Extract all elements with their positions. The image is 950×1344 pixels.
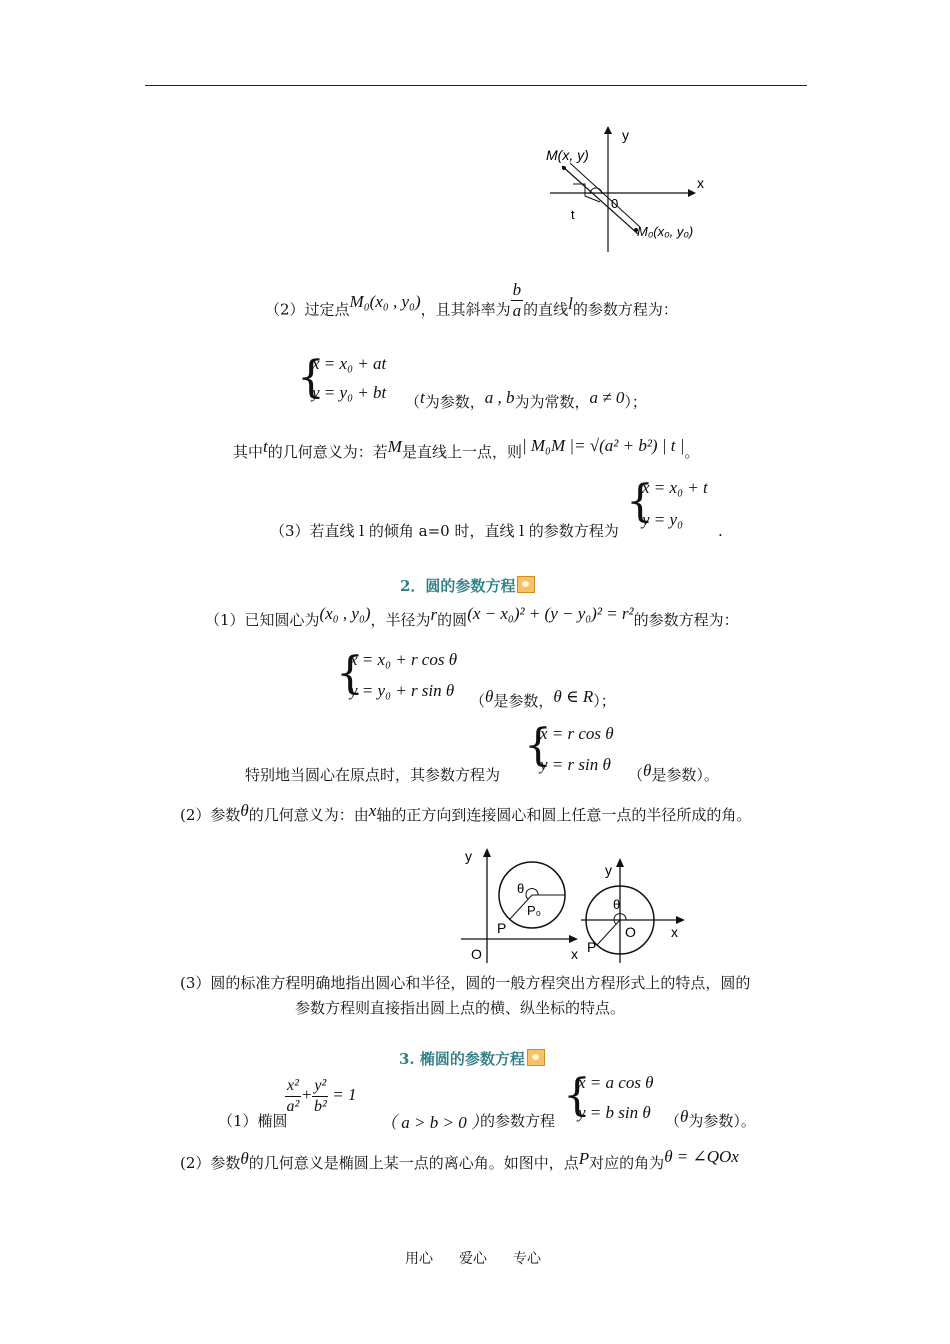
line-item3-eq1: x = x₀ + t	[642, 478, 708, 497]
line-item2-prefix: （2）过定点	[265, 300, 350, 319]
fig1-m0-label: M₀(x₀, y₀)	[637, 224, 694, 239]
ellipse-equation	[285, 1076, 357, 1117]
circle-eq2: y = y₀ + r sin θ	[350, 681, 455, 700]
line-item3-brace: {	[626, 476, 654, 527]
ellipse-item2-prefix: (2）参数	[180, 1154, 241, 1172]
line-system-brace: {	[297, 352, 325, 403]
line-eq-note	[405, 388, 647, 412]
circle-item3-line2: 参数方程则直接指出圆上点的横、纵坐标的特点。	[295, 999, 626, 1017]
circle-note-cond: θ ∈ R	[553, 687, 594, 706]
circle-special: 特别地当圆心在原点时，其参数方程为	[245, 766, 501, 784]
circle-item2-mid: 的几何意义为：由	[248, 806, 369, 824]
line-note-cond: a ≠ 0	[589, 388, 625, 407]
footer-yongxin: 用心	[405, 1251, 433, 1267]
line-note-open: （	[405, 393, 421, 411]
circle-item1-mid2: 的圆	[437, 611, 468, 629]
slope-numerator: b	[512, 280, 522, 299]
fig1-x-label: x	[697, 175, 704, 191]
ellipse-note-text: 为参数）。	[688, 1112, 756, 1130]
ellipse-note	[665, 1107, 756, 1131]
circle-item1-suffix: 的参数方程为：	[633, 611, 739, 629]
line-item3: （3）若直线 l 的倾角 a=0 时，直线 l 的参数方程为	[270, 522, 619, 540]
ellipse-item2-theta: θ	[240, 1149, 249, 1168]
circle-special-brace: {	[524, 720, 552, 771]
circle-note-param: 是参数，	[493, 692, 554, 710]
circle-diagram	[457, 843, 697, 965]
circle-item1-prefix: （1）已知圆心为	[205, 611, 320, 629]
t-meaning-prefix: 其中	[233, 443, 264, 461]
fig1-origin-label: 0	[611, 196, 619, 211]
line-item2	[265, 280, 678, 331]
line-note-t: t	[420, 388, 425, 407]
circle-note-open: （	[470, 692, 486, 710]
circle-note-close: ）；	[593, 692, 616, 710]
circle-item2-theta: θ	[240, 801, 249, 820]
fig1-m-label: M(x, y)	[546, 147, 589, 163]
circle-special-eq2: y = r sin θ	[540, 755, 611, 774]
circle-item1-eq: (x − x₀)² + (y − y₀)² = r²	[467, 604, 634, 623]
fig2-right-p: P	[587, 939, 597, 955]
fig2-left-theta: θ	[517, 881, 525, 896]
t-meaning	[233, 436, 700, 462]
t-meaning-end: 。	[684, 443, 700, 461]
ellipse-plus: +	[300, 1085, 313, 1105]
fig2-right-y: y	[605, 862, 612, 878]
circle-eq-note	[470, 687, 616, 711]
ellipse-item2-mid2: 对应的角为	[589, 1154, 665, 1172]
special-note-text: 是参数）。	[651, 766, 719, 784]
ellipse-note-open: （	[665, 1112, 681, 1130]
circle-item1	[205, 604, 739, 630]
t-meaning-m: M	[387, 437, 402, 456]
line-diagram	[540, 122, 720, 257]
line-item3-end: .	[718, 522, 723, 540]
t-meaning-formula: | M₀M |= √(a² + b²) | t |	[521, 436, 685, 455]
ellipse-frac2	[312, 1076, 328, 1117]
special-note-theta: θ	[643, 761, 652, 780]
fig2-right-x: x	[671, 924, 678, 940]
header-rule	[145, 85, 807, 86]
circle-item1-mid: ，半径为	[370, 611, 431, 629]
circle-item1-center: (x₀ , y₀)	[319, 604, 371, 623]
fig2-left-x: x	[571, 946, 578, 962]
ellipse-frac1	[285, 1076, 301, 1117]
special-note-open: （	[628, 766, 644, 784]
frac1-numerator: x²	[285, 1076, 301, 1097]
fig1-y-label: y	[622, 127, 629, 143]
frac2-numerator: y²	[312, 1076, 328, 1097]
line-eq2: y = y₀ + bt	[312, 383, 387, 402]
t-meaning-t: t	[263, 437, 268, 456]
ellipse-heading	[399, 1048, 545, 1069]
circle-heading-text: 2．圆的参数方程	[400, 577, 516, 595]
line-note-ab: a , b	[484, 388, 515, 407]
circle-special-eq1: x = r cos θ	[540, 724, 614, 743]
fig2-right-theta: θ	[613, 897, 621, 912]
ellipse-condition: （ a > b > 0 ）	[380, 1113, 488, 1132]
line-note-close: ）；	[624, 393, 647, 411]
circle-heading	[400, 575, 535, 596]
circle-item2-x: x	[368, 801, 377, 820]
slope-denominator: a	[512, 301, 522, 320]
ellipse-item2-p: P	[578, 1149, 590, 1168]
frac1-denominator: a²	[286, 1098, 300, 1115]
line-item2-line: 的直线	[523, 300, 569, 319]
circle-note-theta: θ	[485, 687, 494, 706]
line-item3-eq2: y = y₀	[642, 510, 683, 529]
circle-system-brace: {	[336, 648, 364, 699]
fig1-t-label: t	[571, 207, 575, 222]
fig2-right-o: O	[625, 924, 636, 940]
line-item2-suffix: 的参数方程为：	[572, 300, 678, 319]
ellipse-note-theta: θ	[680, 1107, 689, 1126]
ellipse-item2	[180, 1147, 739, 1173]
ellipse-item2-mid: 的几何意义是椭圆上某一点的离心角。如图中，点	[248, 1154, 579, 1172]
footer	[405, 1248, 541, 1268]
footer-zhuanxin: 专心	[513, 1251, 541, 1267]
circle-item2	[180, 801, 752, 825]
ellipse-item1-mid: 的参数方程	[480, 1112, 556, 1130]
fig2-left-p0: P₀	[527, 903, 542, 918]
footer-aixin: 爱心	[459, 1251, 487, 1267]
circle-item3-line1: (3）圆的标准方程明确地指出圆心和半径，圆的一般方程突出方程形式上的特点，圆的	[180, 974, 751, 992]
ellipse-eq2: y = b sin θ	[578, 1103, 651, 1122]
ellipse-system-brace: {	[563, 1070, 591, 1121]
circle-eq1: x = x₀ + r cos θ	[350, 650, 458, 669]
ellipse-item2-formula: θ = ∠QOx	[664, 1147, 739, 1166]
line-item2-point: M₀(x₀ , y₀)	[349, 291, 421, 311]
fig2-left-y: y	[465, 848, 472, 864]
circle-item2-prefix: (2）参数	[180, 806, 241, 824]
ellipse-item1-prefix: （1）椭圆	[218, 1112, 288, 1130]
slope-fraction	[511, 280, 524, 321]
ellipse-heading-text: 3. 椭圆的参数方程	[399, 1050, 525, 1068]
circle-item1-r: r	[430, 605, 438, 624]
t-meaning-mid: 的几何意义为：若	[267, 443, 388, 461]
line-note-const: 为为常数，	[514, 393, 590, 411]
fig2-left-p: P	[497, 920, 507, 936]
folder-icon	[527, 1049, 545, 1066]
circle-item2-suffix: 轴的正方向到连接圆心和圆上任意一点的半径所成的角。	[376, 806, 752, 824]
circle-special-note	[628, 761, 719, 785]
folder-icon	[517, 576, 535, 593]
line-item2-mid: ，且其斜率为	[420, 300, 511, 319]
line-item2-l: l	[568, 293, 573, 313]
fig2-left-o: O	[471, 946, 482, 962]
frac2-denominator: b²	[313, 1098, 327, 1115]
ellipse-rhs: = 1	[332, 1085, 357, 1105]
t-meaning-mid2: 是直线上一点，则	[401, 443, 522, 461]
line-eq1: x = x₀ + at	[312, 354, 387, 373]
ellipse-eq1: x = a cos θ	[578, 1073, 654, 1092]
line-note-param: 为参数，	[424, 393, 485, 411]
